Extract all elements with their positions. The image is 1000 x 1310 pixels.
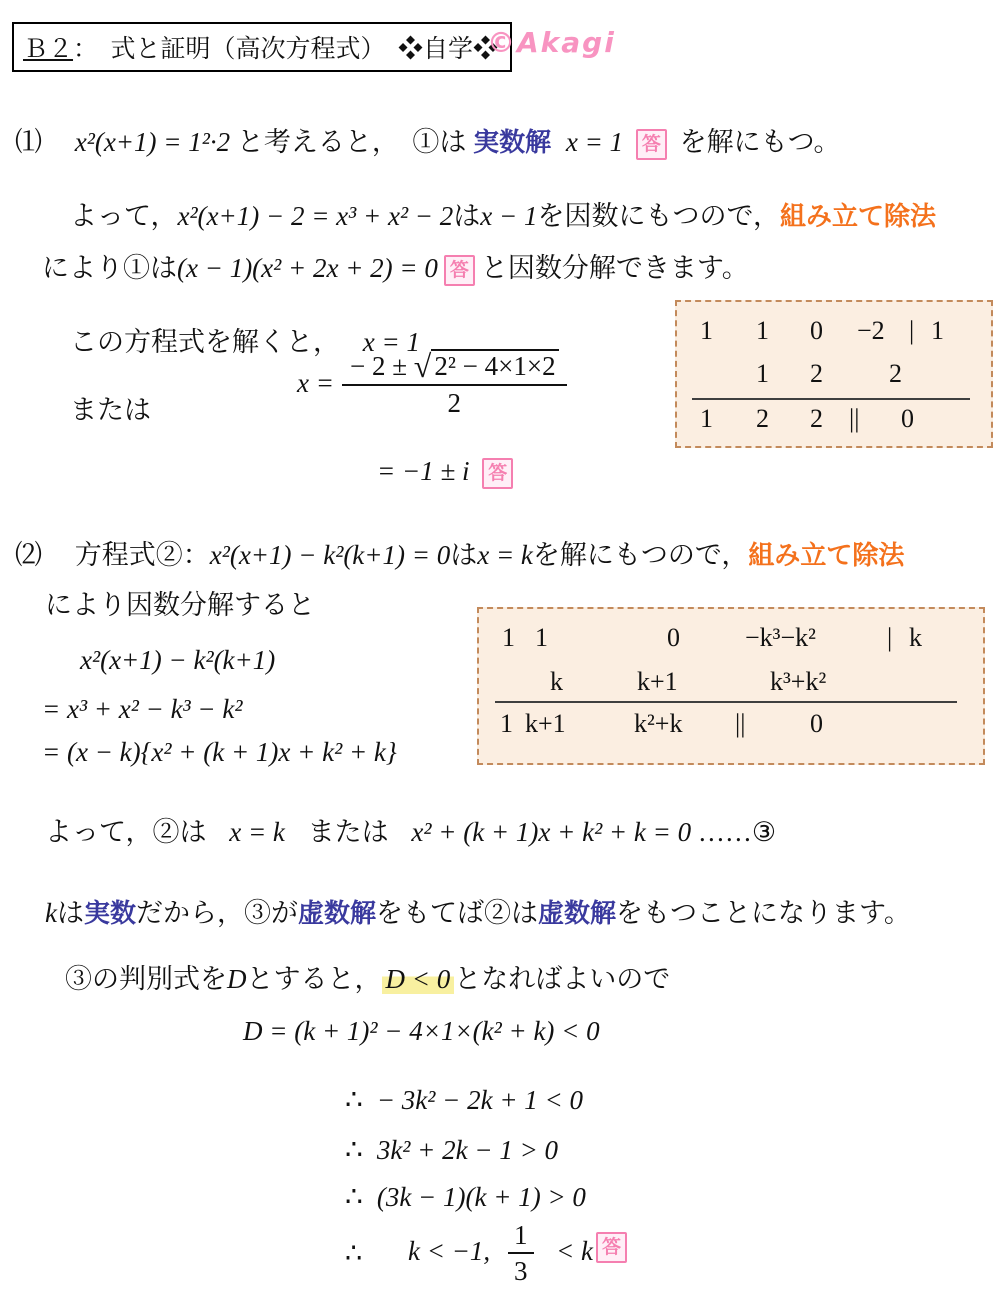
table1-cell: 1 xyxy=(700,316,713,345)
part1-text4: は xyxy=(453,201,481,231)
table2-remainder: 0 xyxy=(810,709,823,738)
formula-lhs: x = xyxy=(297,368,334,398)
part2-line5 xyxy=(65,957,670,996)
table1-cell: 1 xyxy=(756,359,769,388)
part2-line4 xyxy=(45,891,911,930)
imaginary-result: = −1 ± i xyxy=(377,456,470,486)
or-text: または xyxy=(307,817,389,847)
header-title: ： 式と証明（高次方程式） ❖自学❖ xyxy=(73,36,499,63)
answer-stamp: 答 xyxy=(482,458,513,489)
part2-text3: を解にもつので， xyxy=(532,540,749,570)
derivation-line1 xyxy=(345,1083,583,1117)
table2-remainder-bar: || xyxy=(735,709,746,738)
table1-divisor-bar: | xyxy=(909,316,915,345)
imaginary-root-term: 虚数解 xyxy=(538,898,617,928)
real-root-term: 実数解 xyxy=(473,127,552,157)
part1-line2 xyxy=(70,194,936,233)
part2-text4: よって，②は xyxy=(45,817,207,847)
synthetic-division-term: 組み立て除法 xyxy=(779,201,936,231)
real-number-term: 実数 xyxy=(83,898,136,928)
equation-3: x² + (k + 1)x + k² + k = 0 xyxy=(411,817,692,847)
table1-cell: 0 xyxy=(810,316,823,345)
part2-line3 xyxy=(45,810,776,849)
table2-cell: k³+k² xyxy=(770,667,827,696)
final-answer-right: < k xyxy=(556,1236,593,1266)
derivation-line3 xyxy=(345,1180,586,1214)
part2-text10: とすると， xyxy=(246,964,382,994)
part1-text5: を因数にもつので， xyxy=(537,201,780,231)
table1-cell: 2 xyxy=(756,404,769,433)
table2-cell: k²+k xyxy=(634,709,683,738)
solution-x-1: x = 1 xyxy=(362,327,420,357)
part1-text1: と考えると， ①は xyxy=(236,127,467,157)
synthetic-division-term: 組み立て除法 xyxy=(748,540,905,570)
part1-line3 xyxy=(42,246,749,286)
final-answer-left: k < −1, xyxy=(408,1236,491,1266)
discriminant-equation: D = (k + 1)² − 4×1×(k² + k) < 0 xyxy=(243,1016,600,1046)
part2-line1 xyxy=(15,533,904,572)
or-label: または xyxy=(70,395,151,425)
formula-denominator: 2 xyxy=(447,388,462,418)
therefore-symbol: ∴ xyxy=(345,1085,363,1116)
synthetic-division-table-2 xyxy=(477,607,985,765)
equation-consider: x²(x+1) = 1²·2 xyxy=(74,127,231,157)
final-answer-stamp xyxy=(590,1232,633,1263)
table2-cell: 1 xyxy=(500,709,513,738)
header-box xyxy=(12,22,512,72)
part1-text2: を解にもつ。 xyxy=(679,127,841,157)
part2-text1: 方程式②： xyxy=(74,540,210,570)
k-var: k xyxy=(45,898,57,928)
condition-D-negative: D < 0 xyxy=(382,964,455,994)
part2-text2: は xyxy=(450,540,478,570)
numerator-prefix: − 2 ± xyxy=(349,351,408,381)
table2-cell: −k³−k² xyxy=(745,623,816,652)
sqrt-icon: √ xyxy=(413,348,432,384)
table1-cell: 1 xyxy=(756,316,769,345)
table1-cell: 2 xyxy=(810,404,823,433)
table2-divisor-bar: | xyxy=(887,623,893,652)
part1-text6: により①は xyxy=(42,253,177,283)
table2-divisor: k xyxy=(909,623,922,652)
table2-cell: k xyxy=(550,667,563,696)
derivation-line2 xyxy=(345,1133,558,1167)
part2-text7: をもてば②は xyxy=(376,898,539,928)
part1-label: ⑴ xyxy=(15,127,42,157)
table2-cell: k+1 xyxy=(525,709,566,738)
factored-equation: (x − 1)(x² + 2x + 2) = 0 xyxy=(177,253,438,283)
inequality-2: 3k² + 2k − 1 > 0 xyxy=(376,1135,559,1165)
solve-text: この方程式を解くと， xyxy=(70,327,340,357)
part1-text3: よって， xyxy=(70,201,178,231)
part2-text8: をもつことになります。 xyxy=(616,898,911,928)
expansion-line3: = (x − k){x² + (k + 1)x + k² + k} xyxy=(42,737,397,767)
synthetic-division-table-1 xyxy=(675,300,993,448)
expansion-line1: x²(x+1) − k²(k+1) xyxy=(80,645,276,675)
table1-cell: 2 xyxy=(810,359,823,388)
table1-rule xyxy=(692,398,970,400)
table1-divisor: 1 xyxy=(931,316,944,345)
radicand: 2² − 4×1×2 xyxy=(431,349,558,381)
therefore-symbol: ∴ xyxy=(345,1135,363,1166)
part1-line1 xyxy=(15,120,841,160)
table2-cell: 1 xyxy=(535,623,548,652)
inequality-3: (3k − 1)(k + 1) > 0 xyxy=(376,1182,586,1212)
table2-cell: 1 xyxy=(502,623,515,652)
part2-text11: となればよいので xyxy=(454,964,671,994)
table1-cell: 2 xyxy=(889,359,902,388)
table2-rule xyxy=(495,701,957,703)
formula-fraction xyxy=(342,348,567,419)
inequality-1: − 3k² − 2k + 1 < 0 xyxy=(376,1085,584,1115)
cubic-identity: x²(x+1) − 2 = x³ + x² − 2 xyxy=(177,201,454,231)
root-x-equals-k: x = k xyxy=(477,540,533,570)
table2-cell: 0 xyxy=(667,623,680,652)
root-x-equals-k2: x = k xyxy=(229,817,285,847)
part1-result-line xyxy=(377,456,519,489)
equation-3-tag: ……③ xyxy=(697,817,777,847)
table2-cell: k+1 xyxy=(637,667,678,696)
part2-text9: ③の判別式を xyxy=(65,964,227,994)
fraction-numerator: 1 xyxy=(508,1220,534,1254)
final-answer-fraction xyxy=(508,1220,534,1287)
factor-x-minus-1: x − 1 xyxy=(480,201,538,231)
answer-stamp: 答 xyxy=(444,255,475,286)
table1-cell: 1 xyxy=(700,404,713,433)
equation-2: x²(x+1) − k²(k+1) = 0 xyxy=(209,540,451,570)
part2-text6: だから，③が xyxy=(136,898,298,928)
root-x-equals-1: x = 1 xyxy=(565,127,624,157)
course-code: Ｂ２ xyxy=(23,36,74,63)
formula-numerator xyxy=(342,348,567,386)
part2-line2: により因数分解すると xyxy=(45,590,315,620)
part2-text5: は xyxy=(56,898,84,928)
therefore-symbol: ∴ xyxy=(345,1182,363,1213)
quadratic-formula xyxy=(297,348,567,419)
table1-cell: −2 xyxy=(857,316,885,345)
answer-stamp: 答 xyxy=(596,1232,627,1263)
fraction-denominator: 3 xyxy=(514,1256,528,1286)
table1-remainder-bar: || xyxy=(849,404,860,433)
table1-remainder: 0 xyxy=(901,404,914,433)
expansion-line2: = x³ + x² − k³ − k² xyxy=(42,694,243,724)
copyright: ©Akagi xyxy=(487,26,616,59)
part1-text7: と因数分解できます。 xyxy=(480,253,749,283)
part2-label: ⑵ xyxy=(15,540,42,570)
discriminant-D: D xyxy=(227,964,247,994)
answer-stamp: 答 xyxy=(636,129,667,160)
therefore-symbol-4: ∴ xyxy=(345,1238,363,1268)
imaginary-root-term: 虚数解 xyxy=(298,898,377,928)
